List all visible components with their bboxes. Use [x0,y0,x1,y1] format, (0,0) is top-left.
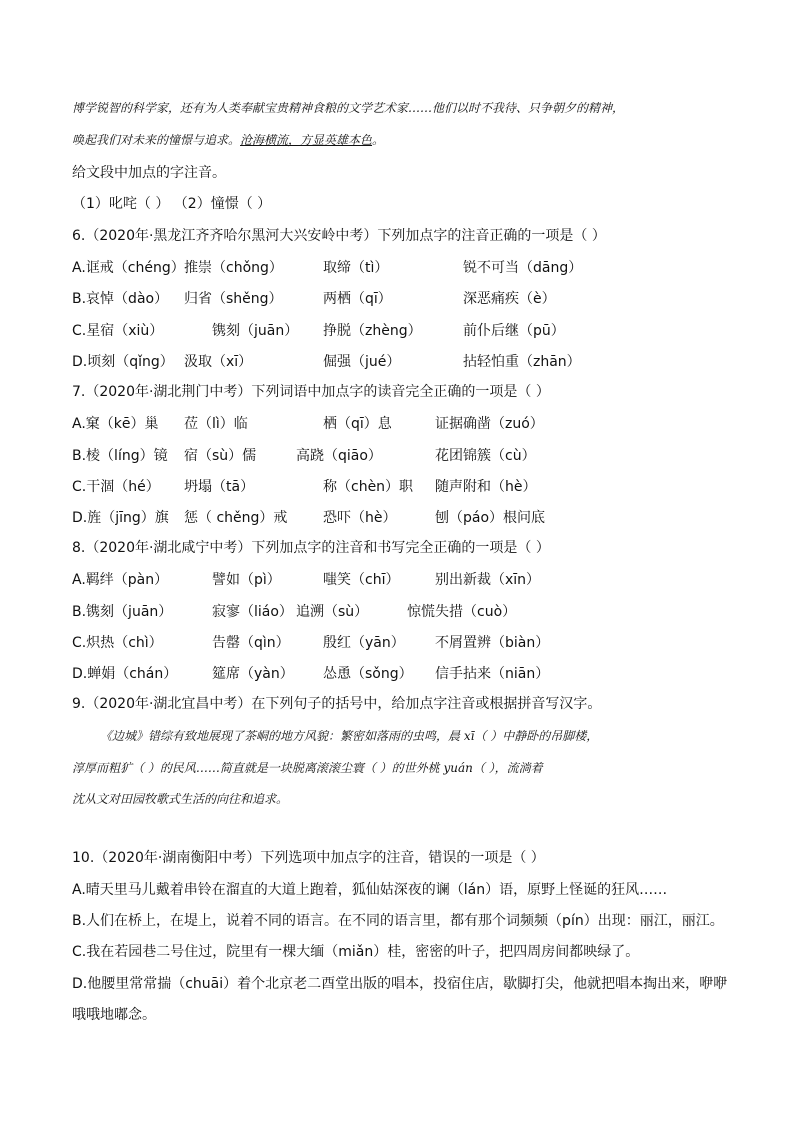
intro-line-1: 博学锐智的科学家，还有为人类奉献宝贵精神食粮的文学艺术家……他们以时不我待、只争朝夕的精神， [72,101,625,115]
q8-c-word-2: 告罄（qìn） [212,635,290,651]
q8-a-word-3: 嗤笑（chī） [323,572,400,588]
q8-b-word-1: B.镌刻（juān） [72,604,173,620]
intro-line-2-text: 唤起我们对未来的憧憬与追求。 [72,133,241,147]
q6-a-word-4: 锐不可当（dāng） [463,260,583,276]
q7-b-word-1: B.棱（líng）镜 [72,448,168,464]
q6-c-word-4: 前仆后继（pū） [463,323,565,339]
q10-option-a: A.晴天里马儿戴着串铃在溜直的大道上跑着，狐仙姑深夜的谰（lán）语，原野上怪诞的狂风…… [72,882,668,898]
q9-passage-line-1: 《边城》错综有致地展现了茶峒的地方风貌：繁密如落雨的虫鸣，晨 xī（ ）中静卧的吊脚楼， [100,729,599,743]
q7-d-word-2: 惩（ chěng）戒 [184,510,288,526]
q6-stem: 6.（2020年·黑龙江齐齐哈尔黑河大兴安岭中考）下列加点字的注音正确的一项是（ ） [72,228,606,244]
q10-option-d-line-2: 哦哦地嘟念。 [72,1007,156,1023]
q8-c-word-4: 不屑置辨（biàn） [435,635,550,651]
q6-c-word-3: 挣脱（zhèng） [323,323,422,339]
q8-b-word-4: 惊慌失措（cuò） [407,604,517,620]
q7-d-word-1: D.旌（jīng）旗 [72,510,169,526]
q7-stem: 7.（2020年·湖北荆门中考）下列词语中加点字的读音完全正确的一项是（ ） [72,384,550,400]
intro-line-2 [72,130,384,150]
q10-stem: 10.（2020年·湖南衡阳中考）下列选项中加点字的注音，错误的一项是（ ） [72,850,545,866]
q9-passage-line-3: 沈从文对田园牧歌式生活的向往和追求。 [72,792,289,806]
q6-b-word-2: 归省（shěng） [184,291,283,307]
q7-d-word-4: 刨（páo）根问底 [435,510,546,526]
q6-d-word-4: 拈轻怕重（zhān） [463,354,581,370]
q6-b-word-4: 深恶痛疾（è） [463,291,556,307]
q8-d-word-4: 信手拈来（niān） [435,666,550,682]
q7-a-word-2: 莅（lì）临 [184,416,248,432]
q8-a-word-1: A.羁绊（pàn） [72,572,169,588]
q6-c-word-1: C.星宿（xiù） [72,323,164,339]
intro-line-2-end: 。 [372,133,385,147]
q7-d-word-3: 恐吓（hè） [323,510,397,526]
q8-d-word-2: 筵席（yàn） [212,666,294,682]
q10-option-b: B.人们在桥上，在堤上，说着不同的语言。在不同的语言里，都有那个词频频（pín）出现：丽江，丽江。 [72,913,724,929]
q7-c-word-4: 随声附和（hè） [435,479,537,495]
q7-b-word-2: 宿（sù）儒 [184,448,257,464]
intro-underlined-phrase: 沧海横流，方显英雄本色 [240,133,373,147]
q8-stem: 8.（2020年·湖北咸宁中考）下列加点字的注音和书写完全正确的一项是（ ） [72,540,550,556]
q6-b-word-1: B.哀悼（dào） [72,291,169,307]
q6-a-word-3: 取缔（tì） [323,260,389,276]
q8-a-word-2: 譬如（pì） [212,572,281,588]
q7-a-word-1: A.窠（kē）巢 [72,416,159,432]
q10-option-c: C.我在若园巷二号住过，院里有一棵大缅（miǎn）桂，密密的叶子，把四周房间都映绿了。 [72,944,640,960]
task-blanks: （1）叱咤（ ） （2）憧憬（ ） [72,196,272,212]
q8-b-word-3: 追溯（sù） [296,604,369,620]
q7-c-word-2: 坍塌（tā） [184,479,255,495]
q6-a-word-2: 推崇（chǒng） [184,260,283,276]
q8-d-word-1: D.蝉娟（chán） [72,666,178,682]
q8-d-word-3: 怂恿（sǒng） [323,666,413,682]
q6-d-word-1: D.顷刻（qǐng） [72,354,174,370]
q6-a-word-1: A.诓戒（chéng） [72,260,185,276]
q6-d-word-2: 汲取（xī） [184,354,253,370]
q7-c-word-3: 称（chèn）职 [323,479,414,495]
q8-b-word-2: 寂寥（liáo） [212,604,293,620]
q6-b-word-3: 两栖（qī） [323,291,392,307]
q6-d-word-3: 倔强（jué） [323,354,401,370]
q9-passage-line-2: 淳厚而粗犷（ ）的民风……简直就是一块脱离滚滚尘寰（ ）的世外桃 yuán（ ），流淌着 [72,761,543,775]
q9-stem: 9.（2020年·湖北宜昌中考）在下列句子的括号中，给加点字注音或根据拼音写汉字。 [72,696,602,712]
q7-b-word-3: 高跷（qiāo） [296,448,382,464]
q8-a-word-4: 别出新裁（xīn） [435,572,541,588]
q7-a-word-3: 栖（qī）息 [323,416,392,432]
q7-b-word-4: 花团锦簇（cù） [435,448,536,464]
q6-c-word-2: 镌刻（juān） [212,323,299,339]
q7-a-word-4: 证据确凿（zuó） [435,416,544,432]
q8-c-word-3: 殷红（yān） [323,635,405,651]
q7-c-word-1: C.干涸（hé） [72,479,160,495]
q10-option-d-line-1: D.他腰里常常揣（chuāi）着个北京老二酉堂出版的唱本，投宿住店，歇脚打尖，他就把唱本掏出来，咿咿 [72,976,728,992]
task-instruction: 给文段中加点的字注音。 [72,165,226,181]
q8-c-word-1: C.炽热（chì） [72,635,163,651]
